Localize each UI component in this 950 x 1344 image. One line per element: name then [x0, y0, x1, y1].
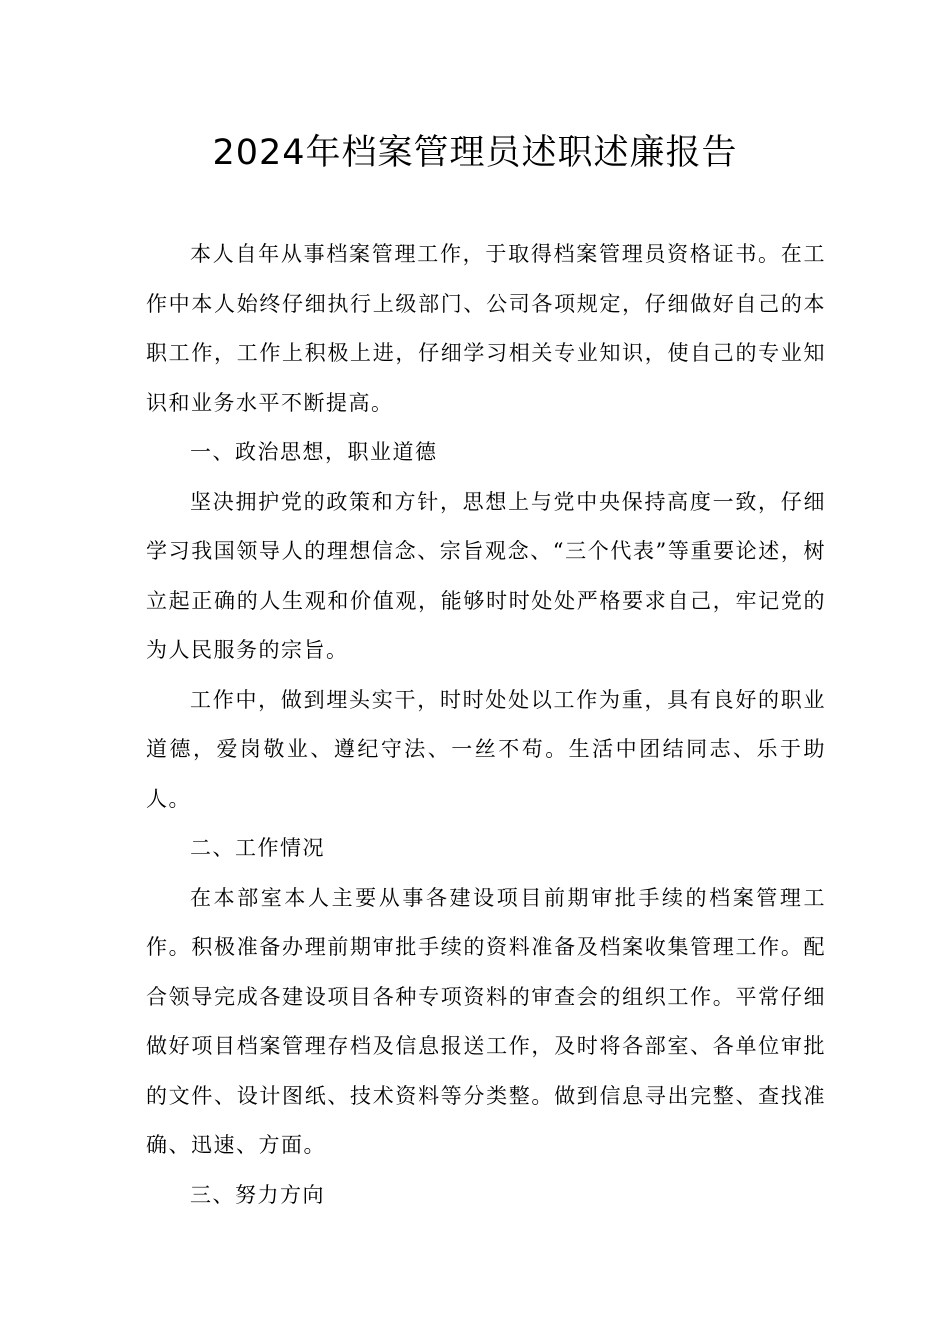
section-heading-2: 二、工作情况 — [190, 836, 325, 860]
section-heading-3: 三、努力方向 — [190, 1182, 325, 1207]
paragraph-politics: 坚决拥护党的政策和方针，思想上与党中央保持高度一致，仔细学习我国领导人的理想信念、宗旨观念、“三个代表”等重要论述，树立起正确的人生观和价值观，能够时时处处严格要求自己，牢记党的为人民服务的宗旨。 — [146, 489, 826, 662]
paragraph-ethics: 工作中，做到埋头实干，时时处处以工作为重，具有良好的职业道德，爱岗敬业、遵纪守法、一丝不苟。生活中团结同志、乐于助人。 — [146, 687, 826, 811]
paragraph-intro: 本人自年从事档案管理工作，于取得档案管理员资格证书。在工作中本人始终仔细执行上级部门、公司各项规定，仔细做好自己的本职工作，工作上积极上进，仔细学习相关专业知识，使自己的专业知识和业务水平不断提高。 — [146, 242, 826, 415]
document-title: 2024年档案管理员述职述廉报告 — [212, 133, 738, 173]
paragraph-work: 在本部室本人主要从事各建设项目前期审批手续的档案管理工作。积极准备办理前期审批手续的资料准备及档案收集管理工作。配合领导完成各建设项目各种专项资料的审查会的组织工作。平常仔细做好项目档案管理存档及信息报送工作，及时将各部室、各单位审批的文件、设计图纸、技术资料等分类整。做到信息寻出完整、查找准确、迅速、方面。 — [146, 885, 826, 1157]
document-body — [146, 230, 826, 1220]
section-heading-1: 一、政治思想，职业道德 — [190, 440, 438, 464]
